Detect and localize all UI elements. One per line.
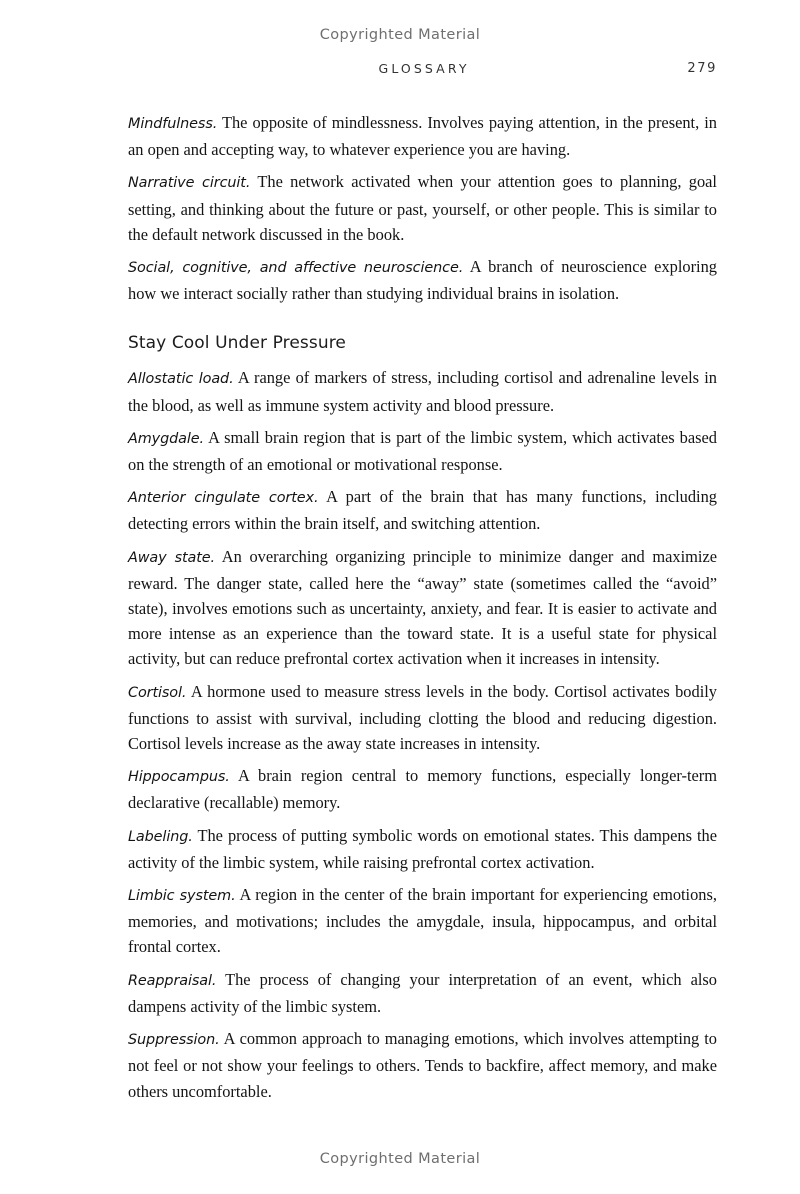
glossary-entry: [128, 967, 717, 1019]
glossary-entry: [128, 544, 717, 672]
glossary-term: Hippocampus.: [128, 769, 230, 786]
glossary-term: Labeling.: [128, 828, 193, 845]
glossary-term: Cortisol.: [128, 684, 187, 701]
running-head-title: GLOSSARY: [378, 61, 470, 76]
glossary-term: Limbic system.: [128, 888, 236, 905]
glossary-definition: A hormone used to measure stress levels in the body. Cortisol activates bodily functions to assist with survival, including clotting the blood and reducing digestion. Cortisol levels increase as the away state increases in intensity.: [128, 681, 717, 754]
glossary-term: Amygdale.: [128, 430, 204, 447]
glossary-entry: [128, 679, 717, 757]
glossary-term: Reappraisal.: [128, 972, 217, 989]
glossary-definition: A brain region central to memory functions, especially longer-term declarative (recallable) memory.: [128, 766, 717, 813]
glossary-entry: [128, 484, 717, 536]
glossary-term: Anterior cingulate cortex.: [128, 490, 319, 507]
glossary-definition: A small brain region that is part of the limbic system, which activates based on the strength of an emotional or motivational response.: [128, 427, 717, 475]
section-heading: Stay Cool Under Pressure: [128, 333, 346, 354]
glossary-entry: [128, 254, 717, 306]
glossary-term: Social, cognitive, and affective neuroscience.: [128, 260, 464, 277]
glossary-entry: [128, 882, 717, 960]
glossary-entry: [128, 365, 717, 417]
glossary-entry: [128, 763, 717, 815]
glossary-definition: The opposite of mindlessness. Involves paying attention, in the present, in an open and accepting way, to whatever experience you are having.: [128, 113, 717, 160]
glossary-entry: [128, 425, 717, 477]
glossary-entry: [128, 1026, 717, 1104]
running-head: [128, 61, 717, 81]
glossary-term: Suppression.: [128, 1032, 220, 1049]
copyright-watermark-top: Copyrighted Material: [319, 27, 481, 43]
glossary-definition: The network activated when your attention goes to planning, goal setting, and thinking about the future or past, yourself, or other people. This is similar to the default network discussed in the book.: [128, 172, 717, 244]
copyright-watermark-bottom: Copyrighted Material: [319, 1151, 481, 1167]
glossary-definition: A part of the brain that has many functions, including detecting errors within the brain itself, and switching attention.: [128, 487, 717, 534]
glossary-entry: [128, 110, 717, 162]
glossary-definition: A range of markers of stress, including cortisol and adrenaline levels in the blood, as well as immune system activity and blood pressure.: [128, 368, 717, 415]
glossary-definition: A branch of neuroscience exploring how we interact socially rather than studying individual brains in isolation.: [128, 257, 717, 304]
glossary-term: Narrative circuit.: [128, 175, 251, 192]
glossary-column: [128, 110, 717, 1104]
glossary-term: Allostatic load.: [128, 371, 234, 388]
glossary-definition: The process of changing your interpretation of an event, which also dampens activity of the limbic system.: [128, 969, 717, 1016]
glossary-definition: A common approach to managing emotions, which involves attempting to not feel or not show your feelings to others. Tends to backfire, affect memory, and make others uncomfortable.: [128, 1029, 717, 1101]
glossary-definition: The process of putting symbolic words on emotional states. This dampens the activity of the limbic system, while raising prefrontal cortex activation.: [128, 825, 717, 872]
glossary-definition: An overarching organizing principle to minimize danger and maximize reward. The danger state, called here the “away” state (sometimes called the “avoid” state), involves emotions such as uncertainty, anxiety, and fear. It is easier to activate and more intense as an experience than the toward state. It is a useful state for physical activity, but can reduce prefrontal cortex activation when it increases in intensity.: [128, 546, 718, 669]
glossary-entry: [128, 169, 717, 247]
glossary-term: Mindfulness.: [128, 116, 218, 132]
page-number: 279: [687, 61, 717, 76]
glossary-entry: [128, 823, 717, 875]
glossary-term: Away state.: [128, 549, 216, 566]
glossary-definition: A region in the center of the brain important for experiencing emotions, memories, and motivations; includes the amygdale, insula, hippocampus, and orbital frontal cortex.: [128, 885, 717, 957]
